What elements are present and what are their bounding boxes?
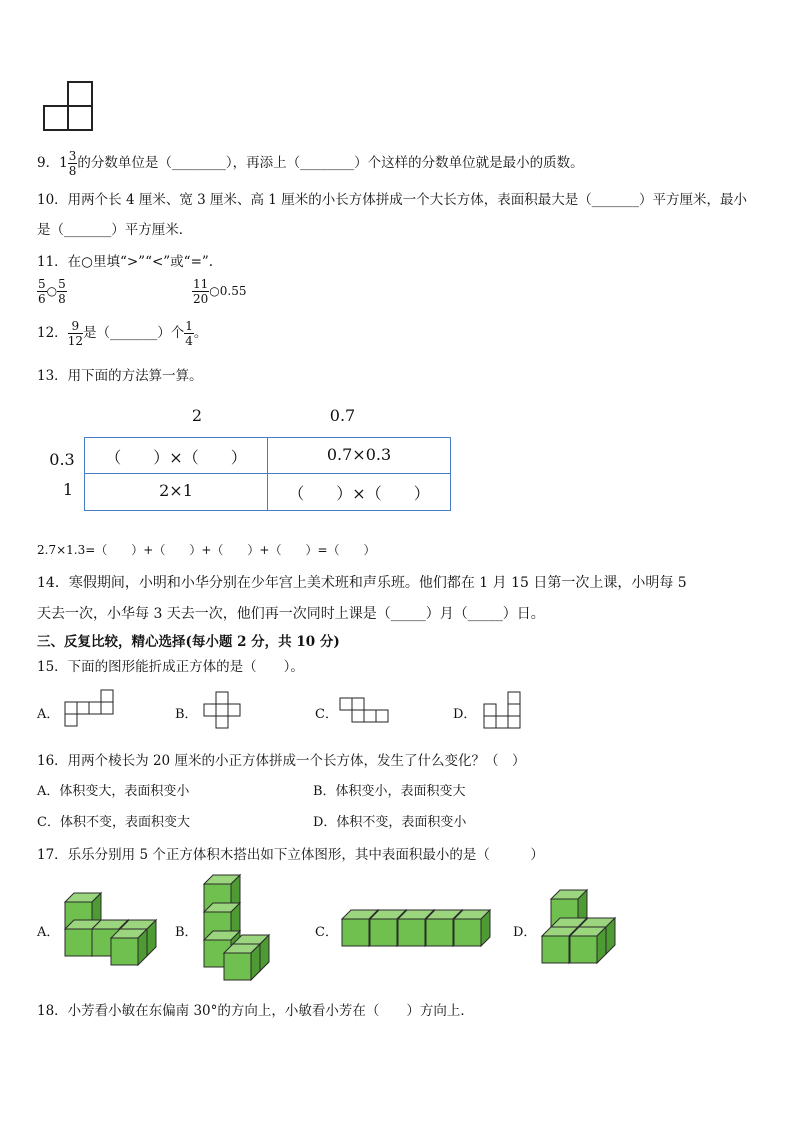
question-15: 15．下面的图形能折成正方体的是（ ）。 (37, 659, 304, 675)
q11-compare-a: $\frac{5}{6}$ ○ $\frac{5}{8}$ (38, 277, 66, 306)
cube-a5 (111, 929, 147, 965)
q16-option-c[interactable]: C．体积不变，表面积变大 (37, 815, 190, 830)
q11-compare-b: $\frac{11}{20}$ ○0.55 (193, 277, 247, 306)
question-12: 12． $\frac{9}{12}$ 是（_______）个 $\frac{1}{4}$ 。 (37, 319, 208, 348)
cell-r1c2: 0.7×0.3 (326, 445, 392, 464)
q16-option-d[interactable]: D．体积不变，表面积变小 (313, 815, 467, 830)
cell-r2c1: 2×1 (159, 481, 193, 500)
cell-r2c2: （ ）×（ ） (288, 484, 430, 503)
question-18: 18．小芳看小敏在东偏南 30°的方向上，小敏看小芳在（ ）方向上． (37, 1003, 474, 1019)
question-16: 16．用两个棱长为 20 厘米的小正方体拼成一个长方体，发生了什么变化？（ ） (37, 753, 526, 769)
q17-option-b[interactable]: B． (175, 925, 198, 940)
table-side-1: 1 (62, 480, 74, 499)
q15-option-b[interactable]: B． (175, 707, 198, 722)
q16-option-b[interactable]: B．体积变小，表面积变大 (313, 784, 466, 799)
question-10-line1: 10．用两个长 4 厘米、宽 3 厘米、高 1 厘米的小长方体拼成一个大长方体，表面积最大是（_______）平方厘米，最小 (37, 192, 747, 208)
q16-option-a[interactable]: A．体积变大，表面积变小 (37, 784, 190, 799)
table-header-2: 2 (191, 406, 203, 425)
question-11: 11．在○里填“>”“<”或“=”. (37, 254, 214, 270)
cube-c5 (454, 910, 490, 946)
q17-option-a[interactable]: A． (37, 925, 60, 940)
question-14-line2: 天去一次，小华每 3 天去一次，他们再一次同时上课是（_____）月（_____）日。 (37, 606, 545, 622)
q13-equation: 2.7×1.3=（ ）+（ ）+（ ）+（ ）=（ ） (37, 543, 376, 557)
q15-option-a[interactable]: A． (37, 707, 60, 722)
cube-d5 (570, 927, 606, 963)
question-17: 17．乐乐分别用 5 个正方体积木搭出如下立体图形，其中表面积最小的是（ ） (37, 847, 544, 863)
question-9: 9．1 $\frac{3}{8}$ 的分数单位是（________），再添上（________）个这样的分数单位就是最小的质数。 (37, 149, 584, 178)
q17-option-d[interactable]: D． (513, 925, 537, 940)
cell-r1c1: （ ）×（ ） (105, 448, 247, 467)
question-10-line2: 是（_______）平方厘米． (37, 222, 193, 238)
q15-option-d[interactable]: D． (453, 707, 477, 722)
question-13: 13．用下面的方法算一算。 (37, 368, 203, 384)
table-header-0.7: 0.7 (329, 406, 356, 425)
section-3-heading: 三、反复比较，精心选择(每小题 2 分，共 10 分) (37, 634, 340, 650)
q17-option-c[interactable]: C． (315, 925, 338, 940)
q15-option-c[interactable]: C． (315, 707, 338, 722)
cube-b5 (224, 944, 260, 980)
question-14-line1: 14．寒假期间，小明和小华分别在少年宫上美术班和声乐班。他们都在 1 月 15 日第一次上课，小明每 5 (37, 575, 687, 591)
table-side-0.3: 0.3 (49, 450, 75, 469)
